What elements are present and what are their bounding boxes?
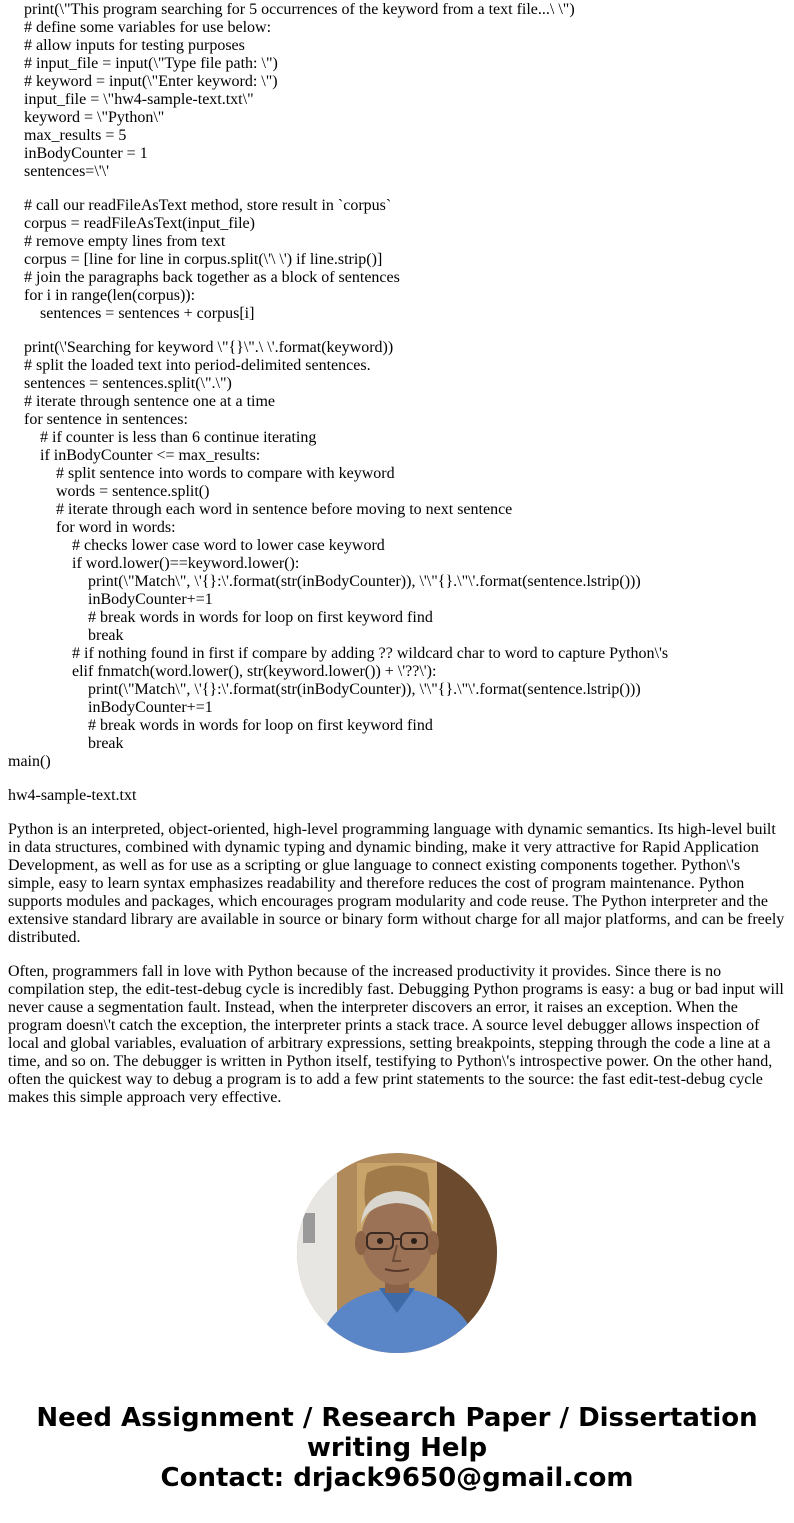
code-line: # checks lower case word to lower case keyword <box>72 537 385 554</box>
code-line: print(\'Searching for keyword \"{}\".\ \'.format(keyword)) <box>24 339 394 356</box>
code-listing <box>8 1 788 771</box>
code-line: for word in words: <box>56 519 176 536</box>
banner-line-2: writing Help <box>306 1433 488 1463</box>
code-line: if inBodyCounter <= max_results: <box>40 447 261 464</box>
code-line: max_results = 5 <box>24 127 127 144</box>
code-line: # join the paragraphs back together as a block of sentences <box>24 269 400 286</box>
code-line: corpus = readFileAsText(input_file) <box>24 215 255 232</box>
code-line: corpus = [line for line in corpus.split(\'\ \') if line.strip()] <box>24 251 383 268</box>
code-line <box>8 181 788 197</box>
banner-contact-email: Contact: drjack9650@gmail.com <box>160 1463 634 1493</box>
code-line: # keyword = input(\"Enter keyword: \") <box>24 73 278 90</box>
code-line: # if nothing found in first if compare by adding ?? wildcard char to word to capture Python\'s <box>72 645 669 662</box>
code-line: # split sentence into words to compare with keyword <box>56 465 395 482</box>
contact-banner <box>0 1403 794 1493</box>
code-line: elif fnmatch(word.lower(), str(keyword.lower()) + \'??\'): <box>72 663 437 680</box>
code-line: sentences=\'\' <box>24 163 109 180</box>
code-line: # input_file = input(\"Type file path: \") <box>24 55 278 72</box>
person-portrait-icon <box>297 1153 497 1353</box>
code-line: # define some variables for use below: <box>24 19 272 36</box>
code-line: print(\"Match\", \'{}:\'.format(str(inBodyCounter)), \'\"{}.\"\'.format(sentence.lstrip())) <box>88 573 641 590</box>
code-line: inBodyCounter = 1 <box>24 145 148 162</box>
code-line: # break words in words for loop on first keyword find <box>88 717 433 734</box>
code-line: # split the loaded text into period-delimited sentences. <box>24 357 371 374</box>
code-line: break <box>88 735 124 752</box>
code-line: # remove empty lines from text <box>24 233 226 250</box>
code-line: for sentence in sentences: <box>24 411 188 428</box>
banner-line-1: Need Assignment / Research Paper / Dissertation <box>36 1403 758 1433</box>
code-line: # iterate through each word in sentence before moving to next sentence <box>56 501 513 518</box>
code-line: main() <box>8 753 51 770</box>
code-line: # allow inputs for testing purposes <box>24 37 245 54</box>
code-line: if word.lower()==keyword.lower(): <box>72 555 300 572</box>
author-photo <box>297 1153 497 1353</box>
code-line: print(\"This program searching for 5 occurrences of the keyword from a text file...\ \") <box>24 1 575 18</box>
code-line: sentences = sentences + corpus[i] <box>40 305 255 322</box>
code-line: for i in range(len(corpus)): <box>24 287 196 304</box>
code-line: # call our readFileAsText method, store result in `corpus` <box>24 197 392 214</box>
code-line: keyword = \"Python\" <box>24 109 165 126</box>
code-line: break <box>88 627 124 644</box>
code-line: inBodyCounter+=1 <box>88 591 213 608</box>
code-line: print(\"Match\", \'{}:\'.format(str(inBodyCounter)), \'\"{}.\"\'.format(sentence.lstrip())) <box>88 681 641 698</box>
code-line <box>8 323 788 339</box>
code-line: sentences = sentences.split(\".\") <box>24 375 232 392</box>
code-line: inBodyCounter+=1 <box>88 699 213 716</box>
code-line: # if counter is less than 6 continue iterating <box>40 429 317 446</box>
sample-paragraph-2: Often, programmers fall in love with Python because of the increased productivity it provides. Since there is no compilation step, the edit-test-debug cycle is incredibly fast. Debugging Python programs is easy: a bug or bad input will never cause a segmentation fault. Instead, when the interpreter discovers an error, it raises an exception. When the program doesn\'t catch the exception, the interpreter prints a stack trace. A source level debugger allows inspection of local and global variables, evaluation of arbitrary expressions, setting breakpoints, stepping through the code a line at a time, and so on. The debugger is written in Python itself, testifying to Python\'s introspective power. On the other hand, often the quickest way to debug a program is to add a few print statements to the source: the fast edit-test-debug cycle makes this simple approach very effective. <box>8 963 784 1106</box>
code-line: # iterate through sentence one at a time <box>24 393 276 410</box>
code-line: words = sentence.split() <box>56 483 210 500</box>
sample-filename: hw4-sample-text.txt <box>8 787 137 804</box>
code-line: # break words in words for loop on first keyword find <box>88 609 433 626</box>
sample-paragraph-1: Python is an interpreted, object-oriented, high-level programming language with dynamic semantics. Its high-level built in data structures, combined with dynamic typing and dynamic binding, make it very attractive for Rapid Application Development, as well as for use as a scripting or glue language to connect existing components together. Python\'s simple, easy to learn syntax emphasizes readability and therefore reduces the cost of program maintenance. Python supports modules and packages, which encourages program modularity and code reuse. The Python interpreter and the extensive standard library are available in source or binary form without charge for all major platforms, and can be freely distributed. <box>8 821 785 946</box>
code-line: input_file = \"hw4-sample-text.txt\" <box>24 91 254 108</box>
